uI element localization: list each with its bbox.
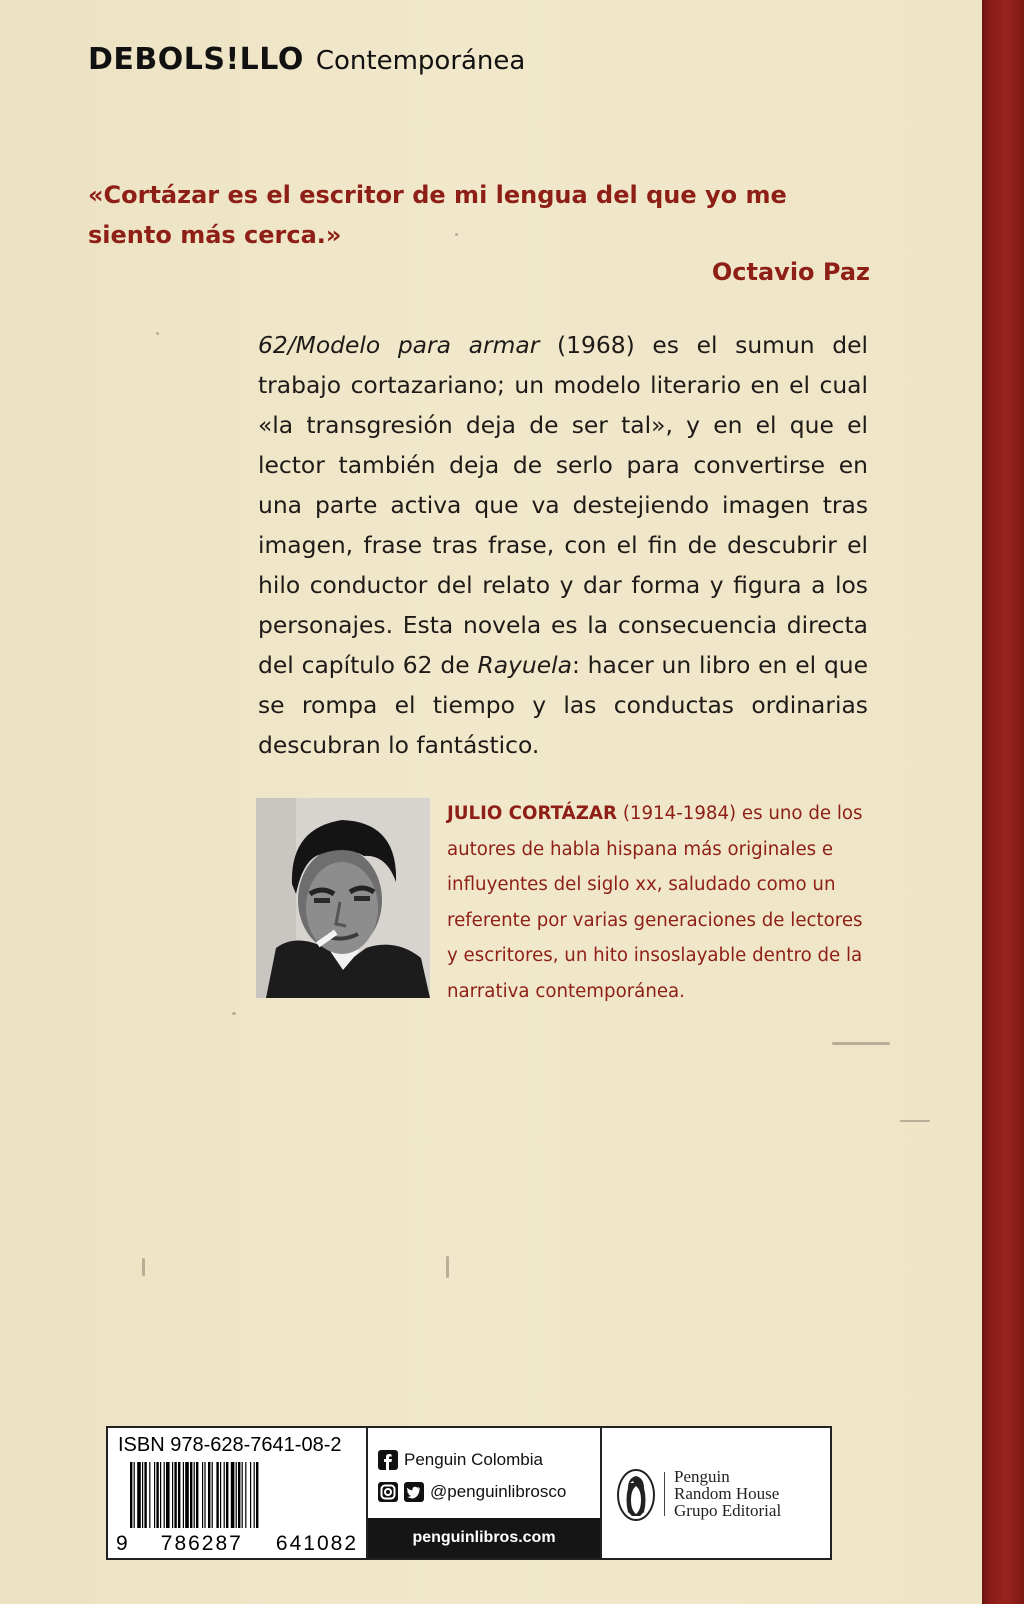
- facebook-name: Penguin Colombia: [404, 1450, 543, 1469]
- synopsis-text-1: (1968) es el sumun del trabajo cortazariano; un modelo literario en el cual «la transgresión deja de ser tal», y en el que el lector también deja de serlo para convertirse en una parte activa que va destejiendo imagen tras imagen, frase tras frase, con el fin de descubrir el hilo conductor del relato y dar forma y figura a los personajes. Esta novela es la consecuencia directa del capítulo 62 de: [258, 331, 868, 679]
- publisher-line-2: Random House: [674, 1484, 780, 1503]
- barcode-digits: [116, 1532, 358, 1556]
- book-title: 62/Modelo para armar: [258, 331, 540, 359]
- penguin-logo-icon: [616, 1468, 656, 1522]
- speck: [832, 1042, 890, 1045]
- handle-row: [378, 1482, 566, 1502]
- website-bar: [368, 1518, 600, 1558]
- barcode-bar: [236, 1462, 237, 1528]
- barcode-bar: [154, 1462, 155, 1528]
- publisher-cell: [602, 1428, 830, 1558]
- barcode-bar: [137, 1462, 141, 1528]
- speck: [232, 1012, 236, 1015]
- barcode-bar: [134, 1462, 135, 1528]
- barcode-bar: [208, 1462, 210, 1528]
- barcode-bar: [256, 1462, 258, 1528]
- barcode-bar: [250, 1462, 251, 1528]
- barcode-bar: [216, 1462, 218, 1528]
- instagram-icon: [378, 1482, 398, 1502]
- barcode-bar: [242, 1462, 243, 1528]
- barcode-bar: [130, 1462, 132, 1528]
- barcode-digit-group-left: 786287: [160, 1532, 243, 1555]
- barcode-bar: [245, 1462, 246, 1528]
- barcode-bar: [160, 1462, 161, 1528]
- quote-author: Octavio Paz: [711, 258, 870, 286]
- barcode-cell: [108, 1428, 368, 1558]
- author-bio-text: (1914-1984) es uno de los autores de habla hispana más originales e influyentes del siglo xx, saludado como un referente por varias generaciones de lectores y escritores, un hito insoslayable dentro de la narrativa contemporánea.: [447, 803, 863, 1002]
- speck: [156, 332, 159, 335]
- facebook-row: [378, 1450, 543, 1470]
- website-url: penguinlibros.com: [412, 1529, 556, 1546]
- isbn-text: ISBN 978-628-7641-08-2: [118, 1434, 342, 1456]
- speck: [900, 1120, 930, 1122]
- brand-name: DEBOLS!LLO: [88, 42, 304, 77]
- speck: [142, 1258, 145, 1276]
- barcode-bar: [144, 1462, 146, 1528]
- publisher-name: [674, 1468, 781, 1519]
- barcode-bar: [178, 1462, 180, 1528]
- barcode-bar: [164, 1462, 165, 1528]
- barcode-bar: [212, 1462, 213, 1528]
- barcode-bar: [196, 1462, 198, 1528]
- barcode-bar: [220, 1462, 221, 1528]
- barcode-bar: [174, 1462, 176, 1528]
- barcode-bar: [226, 1462, 228, 1528]
- barcode-bar: [224, 1462, 225, 1528]
- barcode: [116, 1462, 358, 1530]
- publisher-line-3: Grupo Editorial: [674, 1501, 782, 1520]
- facebook-icon: [378, 1450, 398, 1470]
- author-photo: [256, 798, 430, 998]
- barcode-bar: [194, 1462, 195, 1528]
- barcode-bar: [156, 1462, 158, 1528]
- barcode-bar: [190, 1462, 192, 1528]
- barcode-bar: [254, 1462, 255, 1528]
- twitter-icon: [404, 1482, 424, 1502]
- synopsis-text-2: : hacer un libro en el que se rompa el tiempo y las conductas ordinarias descubran lo fantástico.: [258, 651, 869, 759]
- barcode-bar: [166, 1462, 170, 1528]
- barcode-digit-lead: 9: [116, 1532, 128, 1555]
- barcode-bar: [183, 1462, 184, 1528]
- brand-line: Contemporánea: [315, 46, 526, 76]
- publisher-line-1: Penguin: [674, 1467, 730, 1486]
- publisher-brand: [88, 42, 525, 82]
- synopsis: [258, 325, 868, 765]
- info-box: [106, 1426, 832, 1560]
- publisher-divider: [664, 1472, 665, 1516]
- author-name: JULIO CORTÁZAR: [447, 803, 618, 824]
- social-cell: [368, 1428, 602, 1558]
- speck: [446, 1256, 449, 1278]
- barcode-bar: [202, 1462, 203, 1528]
- barcode-bar: [185, 1462, 189, 1528]
- barcode-bar: [238, 1462, 240, 1528]
- rayuela-reference: Rayuela: [477, 651, 572, 679]
- author-bio: [447, 796, 869, 1009]
- social-handle: @penguinlibrosco: [430, 1482, 567, 1501]
- spine-edge: [982, 0, 1024, 1604]
- barcode-digit-group-right: 641082: [275, 1532, 358, 1555]
- barcode-bar: [142, 1462, 143, 1528]
- barcode-bar: [231, 1462, 235, 1528]
- barcode-bar: [172, 1462, 173, 1528]
- blurb-quote: «Cortázar es el escritor de mi lengua del que yo me siento más cerca.»: [88, 181, 787, 249]
- barcode-bar: [204, 1462, 205, 1528]
- barcode-bar: [149, 1462, 150, 1528]
